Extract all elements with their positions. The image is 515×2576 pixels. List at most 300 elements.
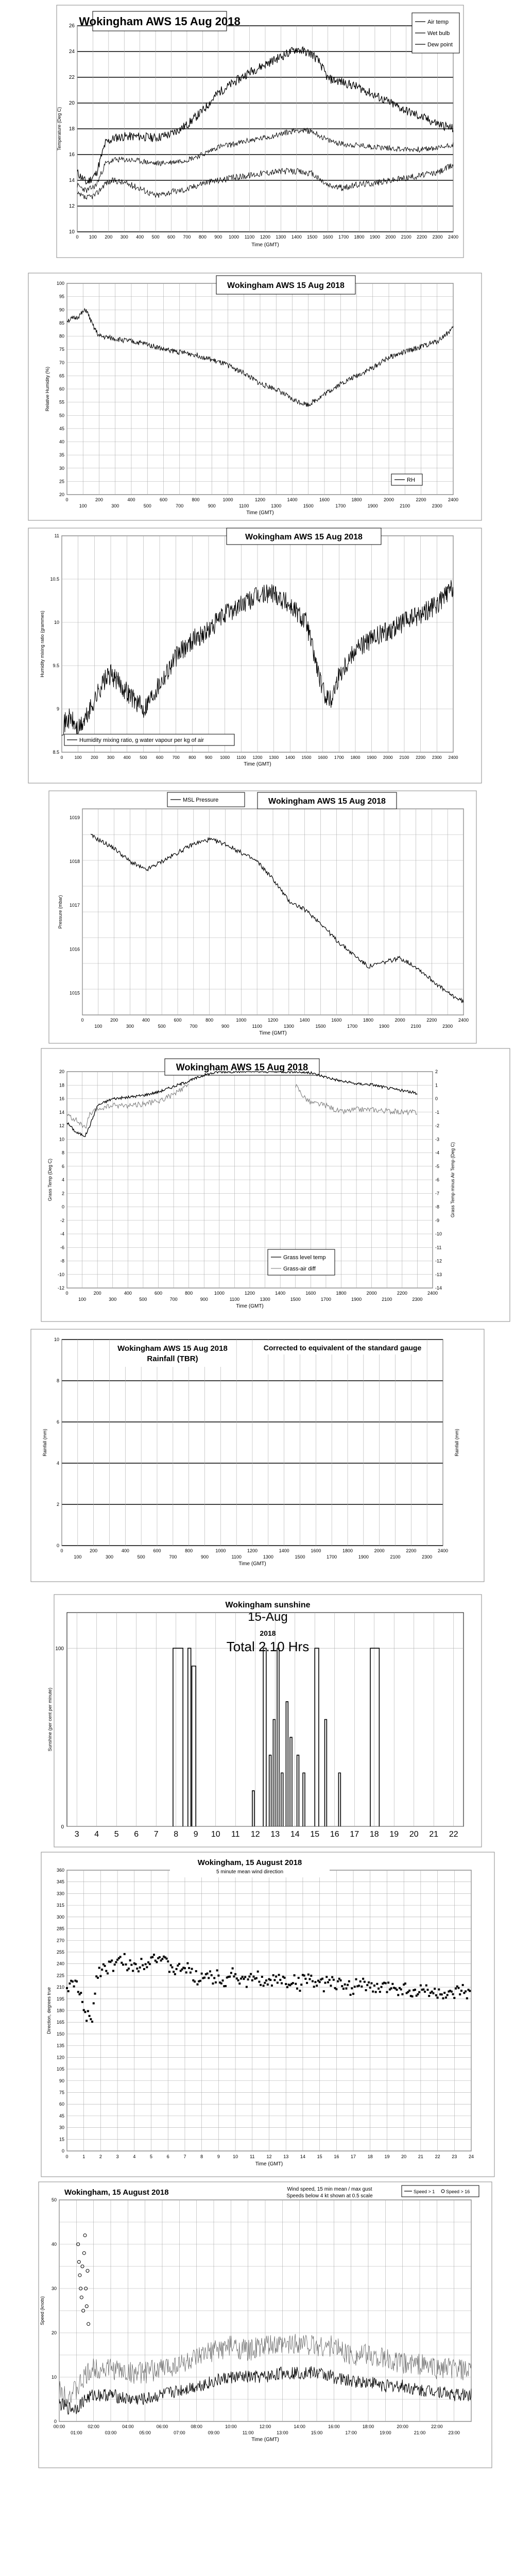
x-tick-label: 700 <box>172 755 180 760</box>
y-tick-label: 15 <box>59 2137 64 2142</box>
x-tick-label: 2400 <box>448 755 458 760</box>
legend-label: Air temp <box>427 19 449 25</box>
direction-point <box>312 1980 314 1982</box>
y-tick-label: 270 <box>56 1938 64 1943</box>
x-tick-label: 400 <box>127 497 135 502</box>
y2-tick-label: -7 <box>435 1191 440 1196</box>
direction-point <box>307 1974 310 1976</box>
direction-point <box>345 1988 347 1990</box>
direction-point <box>411 1995 414 1997</box>
direction-point <box>212 1982 214 1985</box>
direction-point <box>303 1974 305 1976</box>
legend-label: Wet bulb <box>427 30 450 37</box>
x-tick-label: 700 <box>169 1297 178 1302</box>
y-tick-label: 14 <box>59 1109 64 1115</box>
x-tick-label: 1200 <box>254 497 266 502</box>
y-tick-label: 20 <box>59 1069 64 1074</box>
direction-point <box>135 1963 137 1965</box>
x-tick-label: 21 <box>429 1830 439 1839</box>
x-tick-label: 100 <box>79 503 87 509</box>
x-tick-label: 16 <box>334 2154 339 2159</box>
direction-point <box>73 1986 75 1988</box>
chart-title: Wokingham AWS 15 Aug 2018 <box>176 1062 308 1073</box>
mixing-ratio-chart <box>0 526 515 788</box>
y-tick-label: 6 <box>61 1163 64 1169</box>
x-tick-label: 2000 <box>383 755 393 760</box>
wind-direction-panel <box>0 1850 515 2179</box>
pressure-panel <box>0 788 515 1046</box>
x-tick-label: 2300 <box>432 503 442 509</box>
y-tick-label: 50 <box>51 2197 57 2202</box>
x-tick-label: 19 <box>384 2154 390 2159</box>
x-tick-label: 20 <box>409 1830 419 1839</box>
x-tick-label: 2100 <box>410 1024 421 1029</box>
direction-point <box>381 1986 383 1988</box>
direction-point <box>299 1990 301 1992</box>
y-tick-label: -12 <box>57 1285 64 1291</box>
y-tick-label: 10 <box>51 2375 57 2380</box>
y-tick-label: 25 <box>59 479 64 484</box>
direction-point <box>428 1995 430 1997</box>
x-tick-label: 1000 <box>236 1018 247 1023</box>
x-tick-label: 100 <box>89 234 97 240</box>
wind-direction-chart <box>0 1850 515 2179</box>
y-axis-label: Pressure (mbar) <box>58 895 63 929</box>
chart-subtitle: 5 minute mean wind direction <box>216 1869 284 1875</box>
x-tick-label: 0 <box>60 755 63 760</box>
y-axis-label: Humidity mixing ratio (grammes) <box>40 611 45 677</box>
y-tick-label: 135 <box>56 2043 64 2048</box>
y2-tick-label: -5 <box>435 1163 440 1169</box>
direction-point <box>136 1968 138 1970</box>
x-tick-label: 19:00 <box>380 2430 391 2435</box>
y2-tick-label: -1 <box>435 1109 440 1115</box>
y-tick-label: 85 <box>59 320 64 326</box>
y2-tick-label: 1 <box>435 1082 438 1088</box>
x-axis-label: Time (GMT) <box>238 1561 266 1567</box>
y-tick-label: 360 <box>56 1868 64 1873</box>
x-tick-label: 1900 <box>379 1024 389 1029</box>
x-tick-label: 01:00 <box>71 2430 82 2435</box>
y-tick-label: 75 <box>59 2090 64 2095</box>
direction-point <box>397 1994 399 1996</box>
direction-point <box>178 1963 180 1965</box>
x-tick-label: 1700 <box>338 234 349 240</box>
x-tick-label: 500 <box>158 1024 166 1029</box>
y-tick-label: -10 <box>57 1272 64 1277</box>
y-tick-label: 95 <box>59 294 64 299</box>
direction-point <box>298 1977 300 1979</box>
legend-label: Speed > 1 <box>414 2189 435 2194</box>
y-tick-label: 10 <box>68 229 75 235</box>
x-tick-label: 100 <box>74 755 82 760</box>
x-tick-label: 16:00 <box>328 2424 340 2429</box>
x-tick-label: 13:00 <box>277 2430 288 2435</box>
direction-point <box>321 1978 323 1980</box>
temperature-panel <box>0 0 515 268</box>
x-tick-label: 600 <box>159 497 168 502</box>
x-tick-label: 1600 <box>311 1548 321 1553</box>
direction-point <box>66 1987 68 1989</box>
direction-point <box>369 1987 371 1989</box>
y2-tick-label: 2 <box>435 1069 438 1074</box>
humidity-chart <box>0 268 515 526</box>
direction-point <box>166 1958 168 1960</box>
x-tick-label: 1500 <box>295 1554 305 1560</box>
x-tick-label: 500 <box>137 1554 145 1560</box>
direction-point <box>344 1984 346 1986</box>
x-tick-label: 1000 <box>214 1291 225 1296</box>
y2-tick-label: -4 <box>435 1150 440 1156</box>
direction-point <box>304 1978 306 1980</box>
x-axis-label: Time (GMT) <box>236 1303 264 1309</box>
y-tick-label: 24 <box>68 49 75 55</box>
x-tick-label: 200 <box>93 1291 101 1296</box>
legend-label: Grass level temp <box>283 1255 326 1261</box>
direction-point <box>185 1971 187 1973</box>
x-tick-label: 7 <box>183 2154 186 2159</box>
y-tick-label: 45 <box>59 426 64 431</box>
direction-point <box>462 1984 464 1986</box>
x-tick-label: 5 <box>114 1830 119 1839</box>
x-tick-label: 1700 <box>320 1297 331 1302</box>
wind-speed-chart <box>0 2179 515 2473</box>
direction-point <box>438 1988 440 1990</box>
direction-point <box>313 1986 315 1988</box>
x-tick-label: 2100 <box>401 234 411 240</box>
x-tick-label: 300 <box>111 503 119 509</box>
direction-point <box>373 1985 375 1987</box>
x-tick-label: 24 <box>468 2154 474 2159</box>
chart-title: Wokingham AWS 15 Aug 2018 <box>245 532 363 541</box>
y-tick-label: 0 <box>56 1543 59 1548</box>
y-tick-label: 35 <box>59 452 64 458</box>
x-tick-label: 4 <box>94 1830 99 1839</box>
direction-point <box>271 1985 273 1987</box>
direction-point <box>98 1967 100 1969</box>
y2-tick-label: -8 <box>435 1204 440 1210</box>
y-tick-label: 225 <box>56 1973 64 1978</box>
y-axis-label: Speed (knots) <box>40 2296 45 2326</box>
x-tick-label: 200 <box>90 1548 98 1553</box>
x-tick-label: 2400 <box>437 1548 449 1553</box>
x-tick-label: 2200 <box>416 497 426 502</box>
y-tick-label: 80 <box>59 333 64 339</box>
direction-point <box>329 1979 331 1981</box>
direction-point <box>465 1990 467 1992</box>
y-tick-label: 20 <box>68 100 75 106</box>
y-tick-label: 150 <box>56 2031 64 2037</box>
direction-point <box>283 1977 285 1979</box>
direction-point <box>124 1953 126 1955</box>
x-tick-label: 1100 <box>229 1297 240 1302</box>
direction-point <box>129 1959 131 1961</box>
x-axis-label: Time (GMT) <box>259 1030 287 1036</box>
direction-point <box>375 1991 377 1993</box>
y2-axis-label: Grass Temp minus Air Temp (Deg C) <box>450 1142 455 1218</box>
direction-point <box>253 1976 255 1978</box>
direction-point <box>107 1972 109 1974</box>
chart-title: Wokingham AWS 15 Aug 2018 <box>268 796 386 806</box>
chart-total: Total 2.10 Hrs <box>226 1639 310 1654</box>
x-tick-label: 0 <box>65 2154 68 2159</box>
direction-point <box>203 1977 205 1979</box>
direction-point <box>145 1963 147 1965</box>
x-tick-label: 800 <box>185 1548 193 1553</box>
direction-point <box>377 1988 380 1990</box>
chart-date: 15-Aug <box>248 1610 288 1624</box>
x-tick-label: 400 <box>121 1548 129 1553</box>
x-tick-label: 1300 <box>263 1554 273 1560</box>
y2-tick-label: -3 <box>435 1137 440 1142</box>
direction-point <box>376 1983 378 1985</box>
direction-point <box>265 1979 267 1981</box>
direction-point <box>111 1959 113 1961</box>
direction-point <box>447 1994 449 1996</box>
y-tick-label: -6 <box>60 1245 64 1250</box>
x-tick-label: 16 <box>330 1830 339 1839</box>
x-tick-label: 15 <box>310 1830 320 1839</box>
x-tick-label: 3 <box>116 2154 119 2159</box>
direction-point <box>211 1974 213 1976</box>
direction-point <box>453 1997 455 1999</box>
sunshine-panel <box>0 1592 515 1850</box>
x-tick-label: 1300 <box>271 503 282 509</box>
y2-tick-label: -6 <box>435 1177 440 1182</box>
direction-point <box>275 1976 277 1978</box>
x-tick-label: 400 <box>124 1291 132 1296</box>
y-tick-label: 180 <box>56 2008 64 2013</box>
x-tick-label: 900 <box>200 1297 208 1302</box>
y-tick-label: 0 <box>61 1824 64 1830</box>
x-tick-label: 1200 <box>252 755 263 760</box>
direction-point <box>347 1984 349 1986</box>
y-tick-label: 120 <box>56 2055 64 2060</box>
direction-point <box>153 1954 155 1956</box>
direction-point <box>186 1962 188 1964</box>
direction-point <box>168 1971 170 1973</box>
y-tick-label: 100 <box>55 1646 64 1652</box>
x-tick-label: 1800 <box>363 1018 374 1023</box>
direction-point <box>372 1991 374 1993</box>
direction-point <box>99 1975 101 1977</box>
direction-point <box>114 1963 116 1965</box>
y-tick-label: 4 <box>56 1461 59 1466</box>
direction-point <box>176 1968 178 1970</box>
x-tick-label: 14 <box>300 2154 305 2159</box>
y-tick-label: 1018 <box>69 859 80 865</box>
x-tick-label: 7 <box>153 1830 159 1839</box>
y-tick-label: 14 <box>68 178 75 183</box>
x-tick-label: 12:00 <box>259 2424 271 2429</box>
direction-point <box>258 1981 260 1983</box>
x-tick-label: 3 <box>74 1830 79 1839</box>
direction-point <box>68 1982 71 1985</box>
direction-point <box>279 1979 281 1981</box>
x-tick-label: 300 <box>120 234 128 240</box>
y-tick-label: 8 <box>56 1378 59 1383</box>
x-tick-label: 07:00 <box>174 2430 185 2435</box>
y-tick-label: 4 <box>61 1177 64 1182</box>
y-tick-label: 26 <box>68 23 75 29</box>
x-tick-label: 700 <box>190 1024 198 1029</box>
direction-point <box>76 1980 78 1982</box>
x-tick-label: 00:00 <box>53 2424 65 2429</box>
y-tick-label: 65 <box>59 373 64 379</box>
direction-point <box>151 1956 153 1958</box>
direction-point <box>122 1963 124 1965</box>
x-tick-label: 1500 <box>315 1024 326 1029</box>
x-tick-label: 1300 <box>276 234 286 240</box>
y2-tick-label: -12 <box>435 1258 442 1264</box>
direction-point <box>194 1980 196 1982</box>
direction-point <box>442 1997 444 1999</box>
y-tick-label: 30 <box>59 465 64 471</box>
y-tick-label: -2 <box>60 1217 64 1223</box>
direction-point <box>278 1974 280 1976</box>
direction-point <box>360 1986 363 1988</box>
direction-point <box>309 1978 311 1980</box>
y-tick-label: 11 <box>54 533 59 538</box>
direction-point <box>87 2010 89 2012</box>
y2-tick-label: -14 <box>435 1285 442 1291</box>
direction-point <box>190 1972 192 1974</box>
x-tick-label: 11 <box>231 1830 240 1839</box>
direction-point <box>267 1984 269 1986</box>
x-tick-label: 0 <box>65 1291 68 1296</box>
direction-point <box>139 1967 141 1969</box>
x-tick-label: 10:00 <box>225 2424 237 2429</box>
direction-point <box>295 1983 297 1985</box>
y-tick-label: 40 <box>51 2242 57 2247</box>
direction-point <box>292 1982 294 1984</box>
y-tick-label: 10 <box>54 620 59 625</box>
x-tick-label: 06:00 <box>156 2424 168 2429</box>
x-tick-label: 2000 <box>385 234 396 240</box>
x-tick-label: 18 <box>369 1830 379 1839</box>
y2-tick-label: -2 <box>435 1123 440 1128</box>
x-tick-label: 10 <box>211 1830 220 1839</box>
x-tick-label: 1600 <box>331 1018 342 1023</box>
direction-point <box>306 1982 308 1984</box>
x-tick-label: 400 <box>136 234 144 240</box>
direction-point <box>244 1976 246 1978</box>
direction-point <box>286 1986 288 1988</box>
y-tick-label: 60 <box>59 2102 64 2107</box>
x-tick-label: 1400 <box>287 497 298 502</box>
x-tick-label: 11:00 <box>242 2430 254 2435</box>
legend-label: Grass-air diff <box>283 1266 316 1272</box>
direction-point <box>251 1979 253 1981</box>
x-tick-label: 1600 <box>322 234 333 240</box>
x-tick-label: 1200 <box>260 234 271 240</box>
y-tick-label: 1019 <box>69 815 80 821</box>
direction-point <box>207 1973 209 1975</box>
direction-point <box>242 1976 244 1978</box>
direction-point <box>427 1989 429 1991</box>
direction-point <box>149 1963 151 1965</box>
x-tick-label: 2300 <box>432 755 442 760</box>
direction-point <box>351 1987 353 1989</box>
wind-speed-panel <box>0 2179 515 2473</box>
direction-point <box>314 1981 316 1983</box>
direction-point <box>232 1968 234 1970</box>
direction-point <box>247 1978 249 1980</box>
x-tick-label: 14:00 <box>294 2424 305 2429</box>
direction-point <box>400 1988 402 1990</box>
y-axis-label: Grass Temp (Deg C) <box>47 1158 53 1201</box>
y-tick-label: 8 <box>61 1150 64 1156</box>
direction-point <box>348 1980 350 1982</box>
direction-point <box>217 1975 219 1977</box>
direction-point <box>335 1988 337 1990</box>
x-tick-label: 2100 <box>390 1554 401 1560</box>
x-tick-label: 1500 <box>303 503 314 509</box>
x-tick-label: 1600 <box>305 1291 316 1296</box>
direction-point <box>112 1970 114 1972</box>
x-tick-label: 200 <box>105 234 113 240</box>
y-tick-label: 16 <box>59 1096 64 1101</box>
direction-point <box>248 1976 250 1978</box>
x-tick-label: 600 <box>174 1018 182 1023</box>
y-tick-label: 50 <box>59 413 64 418</box>
x-tick-label: 2000 <box>383 497 394 502</box>
x-tick-label: 1400 <box>275 1291 286 1296</box>
x-tick-label: 100 <box>74 1554 82 1560</box>
x-tick-label: 19 <box>389 1830 399 1839</box>
y-tick-label: 22 <box>68 75 75 80</box>
x-tick-label: 21 <box>418 2154 423 2159</box>
x-tick-label: 1800 <box>350 755 360 760</box>
x-tick-label: 1900 <box>367 503 378 509</box>
x-tick-label: 8 <box>174 1830 179 1839</box>
y-tick-label: 18 <box>68 126 75 132</box>
direction-point <box>451 1991 453 1993</box>
direction-point <box>323 1990 325 1992</box>
x-tick-label: 1200 <box>247 1548 258 1553</box>
x-tick-label: 13 <box>270 1830 280 1839</box>
x-tick-label: 600 <box>154 1291 163 1296</box>
direction-point <box>370 1982 372 1985</box>
x-tick-label: 22 <box>435 2154 440 2159</box>
y-tick-label: 10 <box>59 1137 64 1142</box>
x-tick-label: 17:00 <box>345 2430 357 2435</box>
direction-point <box>234 1973 236 1975</box>
x-tick-label: 900 <box>208 503 216 509</box>
direction-point <box>67 1990 70 1992</box>
direction-point <box>125 1963 127 1965</box>
direction-point <box>89 2015 91 2017</box>
x-tick-label: 1000 <box>222 497 233 502</box>
y-tick-label: 0 <box>61 2148 64 2154</box>
y-tick-label: 8.5 <box>53 750 59 755</box>
x-tick-label: 1800 <box>342 1548 353 1553</box>
pressure-chart <box>0 788 515 1046</box>
x-tick-label: 1400 <box>299 1018 310 1023</box>
y-tick-label: 255 <box>56 1949 64 1955</box>
x-tick-label: 1100 <box>239 503 249 509</box>
x-axis-label: Time (GMT) <box>244 761 271 767</box>
direction-point <box>281 1982 283 1985</box>
chart-note: Speeds below 4 kt shown at 0.5 scale <box>286 2193 373 2199</box>
x-tick-label: 4 <box>133 2154 136 2159</box>
direction-point <box>358 1985 360 1987</box>
x-tick-label: 1300 <box>269 755 279 760</box>
x-tick-label: 1400 <box>285 755 295 760</box>
y-axis-label: Temperature (Deg C) <box>57 107 62 151</box>
x-tick-label: 18:00 <box>362 2424 374 2429</box>
legend-label: Humidity mixing ratio, g water vapour per kg of air <box>79 737 204 743</box>
